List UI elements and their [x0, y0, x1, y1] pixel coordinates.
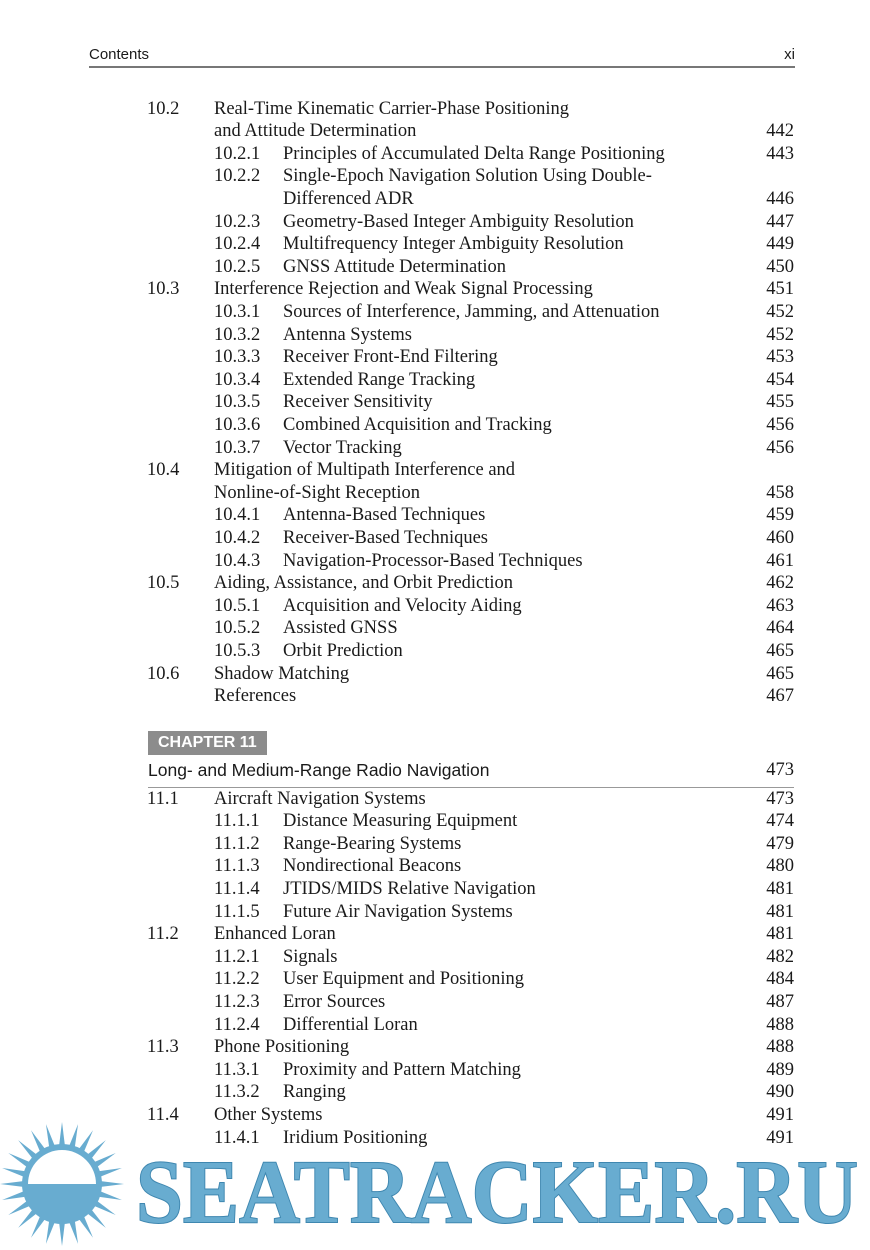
- entry-page: 467: [766, 686, 794, 707]
- toc-section-entry[interactable]: [0, 278, 870, 301]
- entry-number: 11.1.5: [214, 901, 260, 922]
- entry-page: 450: [766, 256, 794, 277]
- entry-title: Receiver-Based Techniques: [283, 527, 489, 548]
- entry-title: Differential Loran: [283, 1014, 418, 1035]
- entry-page: 480: [766, 856, 794, 877]
- entry-number: 11.4.1: [214, 1127, 260, 1148]
- toc-subsection-entry[interactable]: [0, 855, 870, 878]
- entry-number: 10.3.7: [214, 437, 261, 458]
- header-title: Contents: [89, 46, 150, 63]
- entry-title: and Attitude Determination: [214, 121, 417, 142]
- toc-subsection-entry[interactable]: [0, 504, 870, 527]
- entry-title: Sources of Interference, Jamming, and Attenuation: [283, 301, 660, 322]
- toc-subsection-entry[interactable]: [0, 233, 870, 256]
- entry-number: 10.4.3: [214, 550, 261, 571]
- entry-title: Principles of Accumulated Delta Range Positioning: [283, 143, 665, 164]
- entry-title: Acquisition and Velocity Aiding: [283, 595, 522, 616]
- entry-number: 11.3: [147, 1037, 179, 1058]
- entry-page: 465: [766, 663, 794, 684]
- entry-page: 481: [766, 901, 794, 922]
- toc-section-entry[interactable]: [0, 1036, 870, 1059]
- entry-title: Enhanced Loran: [214, 924, 336, 945]
- entry-page: 442: [766, 121, 794, 142]
- entry-title: Iridium Positioning: [283, 1127, 428, 1148]
- entry-page: 453: [766, 347, 794, 368]
- entry-number: 10.4.1: [214, 505, 261, 526]
- entry-number: 10.4.2: [214, 527, 261, 548]
- toc-subsection-entry[interactable]: [0, 437, 870, 460]
- toc-subsection-entry[interactable]: [0, 640, 870, 663]
- entry-title: References: [214, 686, 297, 707]
- sun-icon: [0, 1122, 124, 1246]
- entry-page: 481: [766, 878, 794, 899]
- entry-title: Orbit Prediction: [283, 640, 403, 661]
- toc-subsection-entry[interactable]: [0, 968, 870, 991]
- entry-number: 10.3.5: [214, 392, 261, 413]
- entry-number: 10.3: [147, 279, 180, 300]
- entry-title: Differenced ADR: [283, 188, 414, 209]
- entry-page: 449: [766, 234, 794, 255]
- entry-page: 482: [766, 946, 794, 967]
- entry-title: Geometry-Based Integer Ambiguity Resolution: [283, 211, 634, 232]
- toc-subsection-entry[interactable]: [0, 550, 870, 573]
- entry-page: 465: [766, 640, 794, 661]
- toc-section-entry[interactable]: [0, 98, 870, 121]
- entry-number: 11.1.3: [214, 856, 260, 877]
- entry-title: Antenna Systems: [283, 324, 412, 345]
- entry-page: 452: [766, 301, 794, 322]
- entry-page: 446: [766, 188, 794, 209]
- entry-title: Aircraft Navigation Systems: [214, 788, 426, 809]
- toc-subsection-entry[interactable]: [0, 1081, 870, 1104]
- entry-number: 11.1.4: [214, 878, 260, 899]
- entry-number: 10.3.2: [214, 324, 261, 345]
- entry-page: 447: [766, 211, 794, 232]
- entry-page: 458: [766, 482, 794, 503]
- entry-title: Single-Epoch Navigation Solution Using Double-: [283, 166, 652, 187]
- entry-title: Nonline-of-Sight Reception: [214, 482, 421, 503]
- entry-title: Range-Bearing Systems: [283, 833, 462, 854]
- entry-number: 10.2.3: [214, 211, 261, 232]
- entry-title: Extended Range Tracking: [283, 369, 476, 390]
- toc-subsection-entry[interactable]: [0, 188, 870, 211]
- toc-section-entry[interactable]: [0, 120, 870, 143]
- watermark-text: SEATRACKER.RU: [136, 1143, 858, 1242]
- entry-page: 464: [766, 618, 794, 639]
- entry-page: 459: [766, 505, 794, 526]
- entry-number: 11.1.2: [214, 833, 260, 854]
- entry-title: Aiding, Assistance, and Orbit Prediction: [214, 573, 514, 594]
- entry-title: Shadow Matching: [214, 663, 350, 684]
- entry-number: 11.2.3: [214, 991, 260, 1012]
- running-header: [89, 46, 795, 68]
- toc-section-entry[interactable]: [0, 788, 870, 811]
- toc-subsection-entry[interactable]: [0, 991, 870, 1014]
- entry-page: 452: [766, 324, 794, 345]
- toc-subsection-entry[interactable]: [0, 1059, 870, 1082]
- entry-number: 10.5: [147, 573, 180, 594]
- toc-subsection-entry[interactable]: [0, 527, 870, 550]
- entry-title: Real-Time Kinematic Carrier-Phase Positioning: [214, 98, 570, 119]
- entry-number: 10.5.2: [214, 618, 261, 639]
- toc-subsection-entry[interactable]: [0, 143, 870, 166]
- entry-number: 10.6: [147, 663, 180, 684]
- entry-number: 11.3.2: [214, 1082, 260, 1103]
- entry-title: Proximity and Pattern Matching: [283, 1059, 521, 1080]
- entry-page: 456: [766, 437, 794, 458]
- entry-number: 11.2.2: [214, 969, 260, 990]
- toc-section-entry[interactable]: [0, 923, 870, 946]
- chapter-page: 473: [766, 760, 794, 780]
- entry-number: 10.2: [147, 98, 180, 119]
- entry-title: Assisted GNSS: [283, 618, 398, 639]
- entry-page: 462: [766, 573, 794, 594]
- entry-title: Signals: [283, 946, 338, 967]
- toc-subsection-entry[interactable]: [0, 595, 870, 618]
- toc-subsection-entry[interactable]: [0, 211, 870, 234]
- toc-subsection-entry[interactable]: [0, 165, 870, 188]
- toc-subsection-entry[interactable]: [0, 391, 870, 414]
- entry-number: 10.2.4: [214, 234, 261, 255]
- entry-number: 10.4: [147, 460, 180, 481]
- entry-page: 490: [766, 1082, 794, 1103]
- watermark-logo: [0, 1122, 870, 1250]
- entry-number: 10.3.1: [214, 301, 261, 322]
- entry-page: 456: [766, 414, 794, 435]
- entry-page: 461: [766, 550, 794, 571]
- toc-subsection-entry[interactable]: [0, 901, 870, 924]
- entry-number: 11.4: [147, 1104, 179, 1125]
- header-page-number: xi: [784, 46, 795, 63]
- entry-page: 491: [766, 1127, 794, 1148]
- entry-number: 11.3.1: [214, 1059, 260, 1080]
- entry-title: Mitigation of Multipath Interference and: [214, 460, 516, 481]
- entry-page: 463: [766, 595, 794, 616]
- entry-title: Other Systems: [214, 1104, 323, 1125]
- toc-subsection-entry[interactable]: [0, 369, 870, 392]
- entry-page: 474: [766, 811, 794, 832]
- entry-page: 460: [766, 527, 794, 548]
- entry-page: 489: [766, 1059, 794, 1080]
- entry-title: Interference Rejection and Weak Signal Processing: [214, 279, 593, 300]
- entry-title: Vector Tracking: [283, 437, 402, 458]
- entry-number: 11.2: [147, 924, 179, 945]
- entry-title: Receiver Sensitivity: [283, 392, 433, 413]
- toc-subsection-entry[interactable]: [0, 414, 870, 437]
- entry-title: JTIDS/MIDS Relative Navigation: [283, 878, 536, 899]
- entry-page: 455: [766, 392, 794, 413]
- entry-number: 11.1.1: [214, 811, 260, 832]
- entry-number: 10.5.3: [214, 640, 261, 661]
- toc-section-entry[interactable]: [0, 663, 870, 686]
- entry-page: 488: [766, 1037, 794, 1058]
- entry-page: 454: [766, 369, 794, 390]
- chapter-title-row[interactable]: [148, 759, 794, 788]
- entry-title: Combined Acquisition and Tracking: [283, 414, 552, 435]
- entry-title: Navigation-Processor-Based Techniques: [283, 550, 583, 571]
- entry-page: 488: [766, 1014, 794, 1035]
- entry-title: Nondirectional Beacons: [283, 856, 462, 877]
- entry-number: 10.2.5: [214, 256, 261, 277]
- entry-page: 487: [766, 991, 794, 1012]
- entry-page: 481: [766, 924, 794, 945]
- toc-section-entry[interactable]: [0, 459, 870, 482]
- entry-number: 10.3.4: [214, 369, 261, 390]
- toc-subsection-entry[interactable]: [0, 946, 870, 969]
- entry-number: 10.5.1: [214, 595, 261, 616]
- toc-section-entry[interactable]: [0, 685, 870, 708]
- toc-subsection-entry[interactable]: [0, 346, 870, 369]
- entry-title: Multifrequency Integer Ambiguity Resolution: [283, 234, 624, 255]
- entry-number: 11.2.4: [214, 1014, 260, 1035]
- toc-subsection-entry[interactable]: [0, 878, 870, 901]
- entry-title: Phone Positioning: [214, 1037, 350, 1058]
- toc-subsection-entry[interactable]: [0, 301, 870, 324]
- toc-subsection-entry[interactable]: [0, 256, 870, 279]
- entry-title: Error Sources: [283, 991, 386, 1012]
- toc-subsection-entry[interactable]: [0, 324, 870, 347]
- toc-subsection-entry[interactable]: [0, 617, 870, 640]
- entry-number: 11.1: [147, 788, 179, 809]
- entry-title: Receiver Front-End Filtering: [283, 347, 498, 368]
- entry-number: 10.2.2: [214, 166, 261, 187]
- toc-section-entry[interactable]: [0, 482, 870, 505]
- entry-title: Distance Measuring Equipment: [283, 811, 518, 832]
- entry-title: Antenna-Based Techniques: [283, 505, 486, 526]
- entry-number: 10.3.6: [214, 414, 261, 435]
- entry-number: 10.2.1: [214, 143, 261, 164]
- entry-title: Ranging: [283, 1082, 346, 1103]
- entry-number: 10.3.3: [214, 347, 261, 368]
- toc-subsection-entry[interactable]: [0, 833, 870, 856]
- chapter-label: CHAPTER 11: [148, 731, 267, 755]
- entry-title: User Equipment and Positioning: [283, 969, 524, 990]
- chapter-title: Long- and Medium-Range Radio Navigation: [148, 760, 490, 780]
- toc-section-entry[interactable]: [0, 572, 870, 595]
- entry-title: GNSS Attitude Determination: [283, 256, 507, 277]
- entry-number: 11.2.1: [214, 946, 260, 967]
- toc-subsection-entry[interactable]: [0, 810, 870, 833]
- entry-page: 484: [766, 969, 794, 990]
- entry-page: 443: [766, 143, 794, 164]
- entry-page: 491: [766, 1104, 794, 1125]
- entry-title: Future Air Navigation Systems: [283, 901, 513, 922]
- toc-subsection-entry[interactable]: [0, 1014, 870, 1037]
- entry-page: 479: [766, 833, 794, 854]
- entry-page: 451: [766, 279, 794, 300]
- entry-page: 473: [766, 788, 794, 809]
